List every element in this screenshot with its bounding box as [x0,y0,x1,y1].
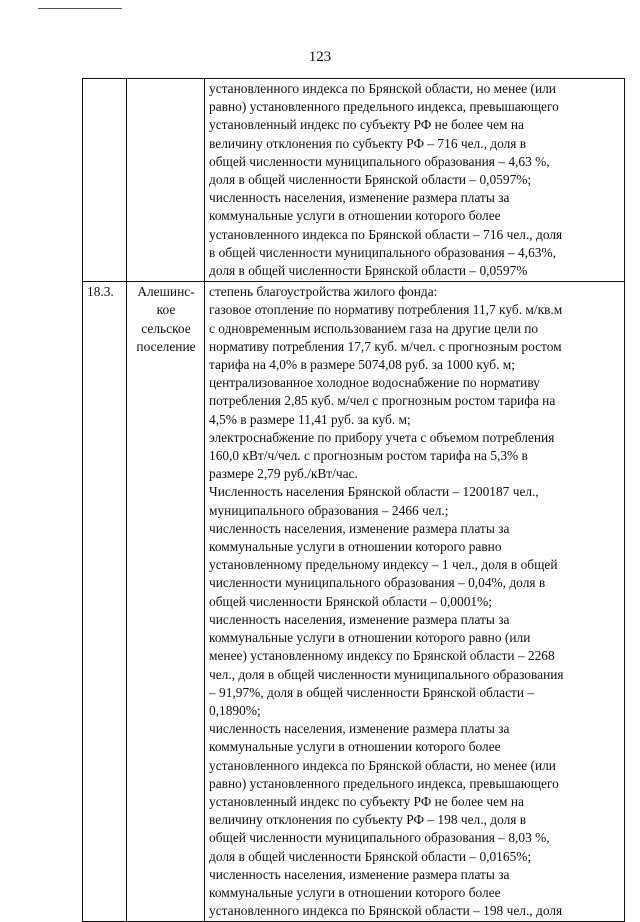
text-line: менее) установленному индексу по Брянской области – 2268 [209,648,555,664]
text-line: равно) установленного предельного индекса, превышающего [209,99,559,115]
text-line: поселение [136,338,196,354]
text-line: доля в общей численности Брянской области – 0,0597% [209,263,528,279]
text-line: установленный индекс по субъекту РФ не более чем на [209,793,524,809]
row-name-cell [127,282,205,922]
text-line: установленного индекса по Брянской области, но менее (или [209,757,556,773]
text-line: кое [156,302,176,318]
text-line: коммунальные услуги в отношении которого равно [209,539,502,555]
text-line: коммунальные услуги в отношении которого более [209,208,501,224]
text-line: установленного индекса по Брянской области – 716 чел., доля [209,226,563,242]
text-line: коммунальные услуги в отношении которого более [209,884,501,900]
text-line: муниципального образования – 2466 чел.; [209,502,449,518]
text-line: численность населения, изменение размера платы за [209,721,510,737]
text-line: численность населения, изменение размера платы за [209,520,510,536]
text-line: величину отклонения по субъекту РФ – 198 чел., доля в [209,812,527,828]
text-line: размере 2,79 руб./кВт/час. [209,466,358,482]
text-line: численность населения, изменение размера платы за [209,611,510,627]
text-line: коммунальные услуги в отношении которого равно (или [209,630,531,646]
text-line: численность населения, изменение размера платы за [209,190,510,206]
scan-edge-mark [38,8,122,9]
text-line: общей численности муниципального образования – 4,63 %, [209,153,550,169]
row-number-cell [83,79,127,282]
row-name-cell [127,79,205,282]
document-table [82,78,625,922]
text-line: электроснабжение по прибору учета с объемом потребления [209,429,555,445]
text-line: численности муниципального образования – 0,04%, доля в [209,575,546,591]
text-line: 4,5% в размере 11,41 руб. за куб. м; [209,411,411,427]
row-number-cell: 18.3. [83,282,127,922]
text-line: Алешинс- [137,284,195,300]
text-line: нормативу потребления 17,7 куб. м/чел. с прогнозным ростом [209,338,562,354]
text-line: 0,1890%; [209,702,261,718]
row-text-cell [205,79,625,282]
text-line: степень благоустройства жилого фонда: [209,284,438,300]
page-number: 123 [308,49,332,65]
text-line: общей численности Брянской области – 0,0001%; [209,593,492,609]
text-line: численность населения, изменение размера платы за [209,866,510,882]
text-line: потребления 2,85 куб. м/чел с прогнозным ростом тарифа на [209,393,556,409]
text-line: установленного индекса по Брянской области, но менее (или [209,81,556,96]
table-row [83,282,625,922]
text-line: 160,0 кВт/ч/чел. с прогнозным ростом тарифа на 5,3% в [209,448,528,464]
table-row [83,79,625,282]
row-text-cell [205,282,625,922]
text-line: установленному предельному индексу – 1 чел., доля в общей [209,557,558,573]
text-line: с одновременным использованием газа на другие цели по [209,320,539,336]
text-line: установленного индекса по Брянской области – 198 чел., доля [209,903,563,919]
text-line: Численность населения Брянской области – 1200187 чел., [209,484,539,500]
text-line: величину отклонения по субъекту РФ – 716 чел., доля в [209,135,527,151]
text-line: тарифа на 4,0% в размере 5074,08 руб. за 1000 куб. м; [209,357,515,373]
text-line: чел., доля в общей численности муниципального образования [209,666,564,682]
text-line: в общей численности муниципального образования – 4,63%, [209,244,556,260]
text-line: централизованное холодное водоснабжение по нормативу [209,375,540,391]
text-line: газовое отопление по нормативу потребления 11,7 куб. м/кв.м [209,302,563,318]
text-line: сельское [141,320,191,336]
text-line: – 91,97%, доля в общей численности Брянской области – [209,684,535,700]
text-line: доля в общей численности Брянской области – 0,0597%; [209,172,532,188]
text-line: установленный индекс по субъекту РФ не более чем на [209,117,524,133]
text-line: доля в общей численности Брянской области – 0,0165%; [209,848,532,864]
text-line: коммунальные услуги в отношении которого более [209,739,501,755]
text-line: равно) установленного предельного индекса, превышающего [209,775,559,791]
text-line: общей численности муниципального образования – 8,03 %, [209,830,550,846]
